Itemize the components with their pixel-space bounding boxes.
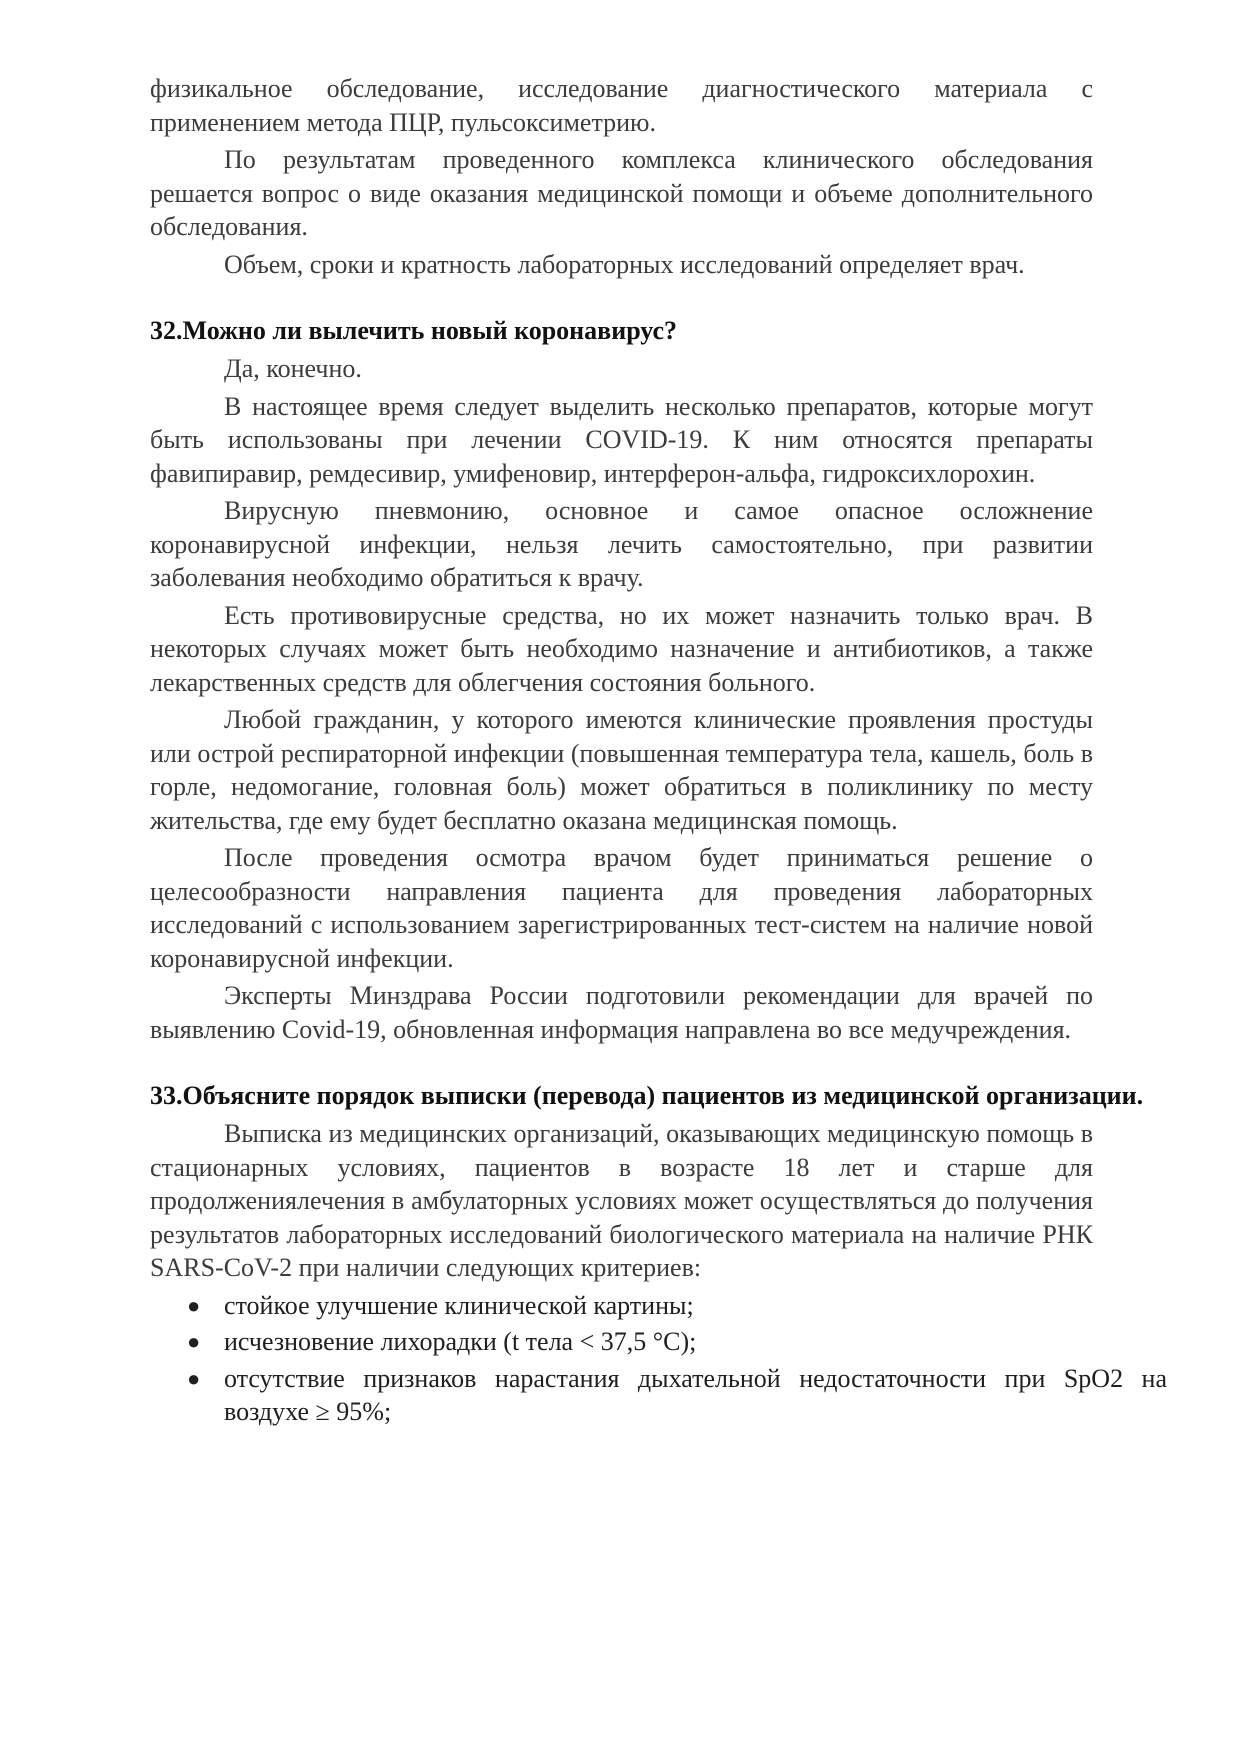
list-item-text: стойкое улучшение клинической картины; [224, 1290, 694, 1320]
paragraph-continuation: физикальное обследование, исследование диагностического материала с применением метода ПЦР, пульсоксиметрию. [150, 74, 1093, 137]
list-item [150, 1289, 1167, 1323]
list-item-text: отсутствие признаков нарастания дыхательной недостаточности при SpO2 на воздухе ≥ 95%; [224, 1363, 1167, 1426]
bullet-icon: ● [187, 1329, 201, 1354]
paragraph: В настоящее время следует выделить несколько препаратов, которые могут быть использованы при лечении COVID-19. К ним относятся препараты фавипиравир, ремдесивир, умифеновир, интерферон-альфа, гидроксихлорохин. [150, 391, 1093, 488]
list-item [150, 1362, 1167, 1429]
page-content [150, 72, 1167, 1432]
paragraph: По результатам проведенного комплекса клинического обследования решается вопрос о виде оказания медицинской помощи и объеме дополнительного обследования. [150, 145, 1093, 241]
list-item [150, 1325, 1167, 1359]
criteria-list [150, 1289, 1167, 1429]
paragraph: Да, конечно. [224, 354, 362, 383]
paragraph: Вирусную пневмонию, основное и самое опасное осложнение коронавирусной инфекции, нельзя лечить самостоятельно, при развитии заболевания необходимо обратиться к врачу. [150, 496, 1093, 592]
paragraph: Любой гражданин, у которого имеются клинические проявления простуды или острой респираторной инфекции (повышенная температура тела, кашель, боль в горле, недомогание, головная боль) может обратиться в поликлинику по месту жительства, где ему будет бесплатно оказана медицинская помощь. [150, 705, 1093, 835]
bullet-icon: ● [187, 1292, 201, 1318]
paragraph: После проведения осмотра врачом будет приниматься решение о целесообразности направления пациента для проведения лабораторных исследований с использованием зарегистрированных тест-систем на наличие новой коронавирусной инфекции. [150, 843, 1093, 973]
paragraph: Объем, сроки и кратность лабораторных исследований определяет врач. [224, 249, 1025, 279]
bullet-icon: ● [187, 1365, 201, 1391]
paragraph: Есть противовирусные средства, но их может назначить только врач. В некоторых случаях может быть необходимо назначение и антибиотиков, а также лекарственных средств для облегчения состояния больного. [150, 600, 1093, 697]
paragraph: Эксперты Минздрава России подготовили рекомендации для врачей по выявлению Covid-19, обновленная информация направлена во все медучреждения. [150, 981, 1093, 1044]
paragraph: Выписка из медицинских организаций, оказывающих медицинскую помощь в стационарных условиях, пациентов в возрасте 18 лет и старше для продолжениялечения в амбулаторных условиях может осуществляться до получения результатов лабораторных исследований биологического материала на наличие РНК SARS-CoV-2 при наличии следующих критериев: [150, 1119, 1093, 1282]
section-heading-33: 33.Объясните порядок выписки (перевода) пациентов из медицинской организации. [150, 1081, 1144, 1110]
section-heading-32: 32.Можно ли вылечить новый коронавирус? [150, 316, 678, 345]
list-item-text: исчезновение лихорадки (t тела < 37,5 °С); [224, 1327, 697, 1356]
